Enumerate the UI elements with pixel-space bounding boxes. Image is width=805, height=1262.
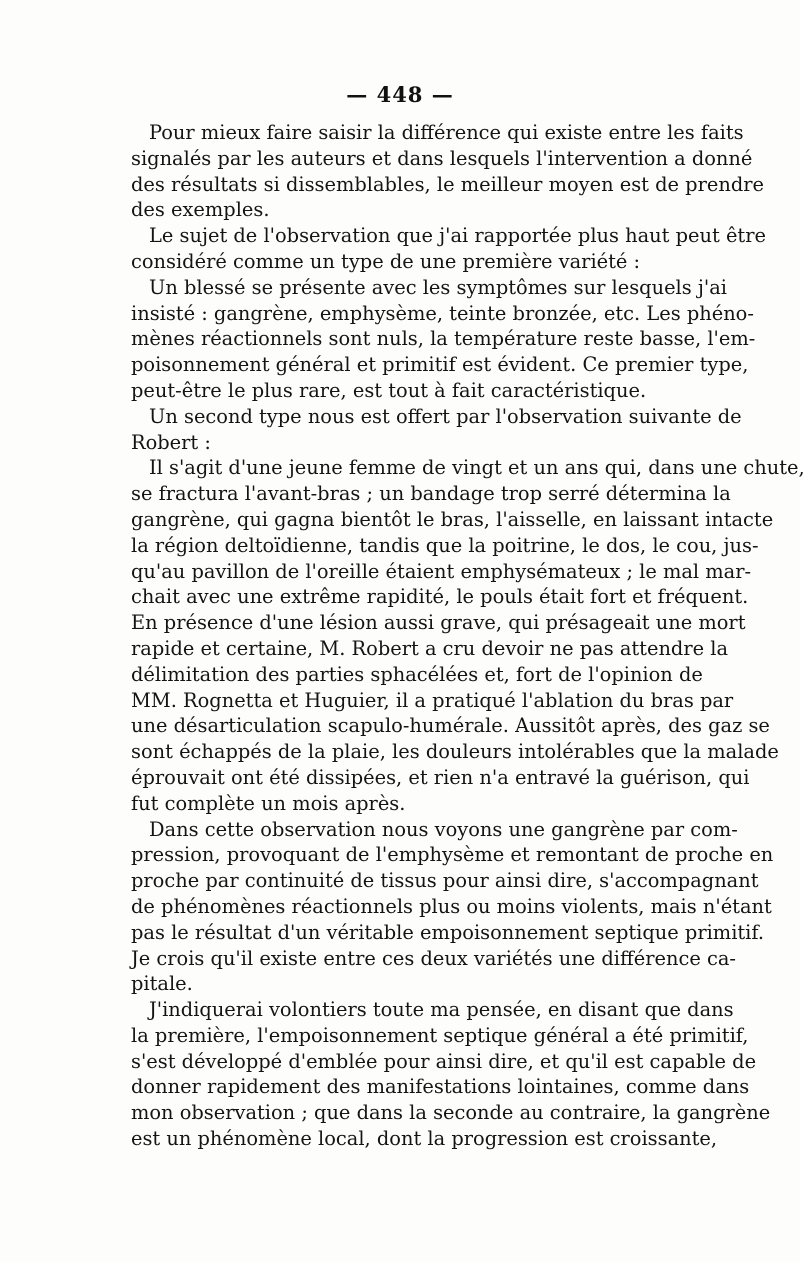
text-line: mon observation ; que dans la seconde au contraire, la gangrène <box>131 1101 771 1125</box>
text-line: se fractura l'avant-bras ; un bandage trop serré détermina la <box>131 482 731 506</box>
text-line: la région deltoïdienne, tandis que la poitrine, le dos, le cou, jus- <box>131 533 759 557</box>
text-line: rapide et certaine, M. Robert a cru devoir ne pas attendre la <box>131 636 729 660</box>
text-line: Un blessé se présente avec les symptômes sur lesquels j'ai <box>149 275 727 299</box>
text-line: est un phénomène local, dont la progression est croissante, <box>131 1127 718 1151</box>
text-line: signalés par les auteurs et dans lesquels l'intervention a donné <box>131 146 753 170</box>
text-line: la première, l'empoisonnement septique général a été primitif, <box>131 1023 749 1047</box>
text-line: de phénomènes réactionnels plus ou moins violents, mais n'étant <box>131 894 772 918</box>
text-line: sont échappés de la plaie, les douleurs intolérables que la malade <box>131 740 779 764</box>
text-line: gangrène, qui gagna bientôt le bras, l'aisselle, en laissant intacte <box>131 507 774 531</box>
text-line: J'indiquerai volontiers toute ma pensée, en disant que dans <box>149 998 734 1022</box>
text-line: mènes réactionnels sont nuls, la température reste basse, l'em- <box>131 327 756 351</box>
text-line: des résultats si dissemblables, le meilleur moyen est de prendre <box>131 172 764 196</box>
text-line: fut complète un mois après. <box>131 791 406 815</box>
text-line: peut-être le plus rare, est tout à fait caractéristique. <box>131 378 647 402</box>
text-line: chait avec une extrême rapidité, le pouls était fort et fréquent. <box>131 585 749 609</box>
text-line: considéré comme un type de une première variété : <box>131 249 641 273</box>
body-text <box>131 120 805 1152</box>
text-line: éprouvait ont été dissipées, et rien n'a entravé la guérison, qui <box>131 765 750 789</box>
text-line: Il s'agit d'une jeune femme de vingt et un ans qui, dans une chute, <box>149 456 805 480</box>
text-line: Dans cette observation nous voyons une gangrène par com- <box>149 817 738 841</box>
text-line: donner rapidement des manifestations lointaines, comme dans <box>131 1075 750 1099</box>
text-line: Robert : <box>131 430 211 454</box>
text-line: proche par continuité de tissus pour ainsi dire, s'accompagnant <box>131 869 759 893</box>
bleed-through-shadow <box>0 1146 800 1170</box>
paragraph-lines <box>131 120 805 1152</box>
text-line: pitale. <box>131 972 193 996</box>
text-line: poisonnement général et primitif est évident. Ce premier type, <box>131 353 749 377</box>
text-line: Le sujet de l'observation que j'ai rapportée plus haut peut être <box>149 224 766 248</box>
text-line: pression, provoquant de l'emphysème et remontant de proche en <box>131 843 774 867</box>
text-line: MM. Rognetta et Huguier, il a pratiqué l'ablation du bras par <box>131 688 734 712</box>
text-line: Je crois qu'il existe entre ces deux variétés une différence ca- <box>131 946 736 970</box>
page-number: — 448 — <box>346 82 454 107</box>
text-line: des exemples. <box>131 198 270 222</box>
text-line: délimitation des parties sphacélées et, fort de l'opinion de <box>131 662 703 686</box>
text-line: qu'au pavillon de l'oreille étaient emphysémateux ; le mal mar- <box>131 559 752 583</box>
text-line: En présence d'une lésion aussi grave, qui présageait une mort <box>131 611 746 635</box>
text-line: pas le résultat d'un véritable empoisonnement septique primitif. <box>131 920 765 944</box>
text-line: s'est développé d'emblée pour ainsi dire, et qu'il est capable de <box>131 1049 757 1073</box>
text-line: une désarticulation scapulo-humérale. Aussitôt après, des gaz se <box>131 714 770 738</box>
text-line: insisté : gangrène, emphysème, teinte bronzée, etc. Les phéno- <box>131 301 754 325</box>
text-line: Un second type nous est offert par l'observation suivante de <box>149 404 742 428</box>
text-line: Pour mieux faire saisir la différence qui existe entre les faits <box>149 121 744 144</box>
